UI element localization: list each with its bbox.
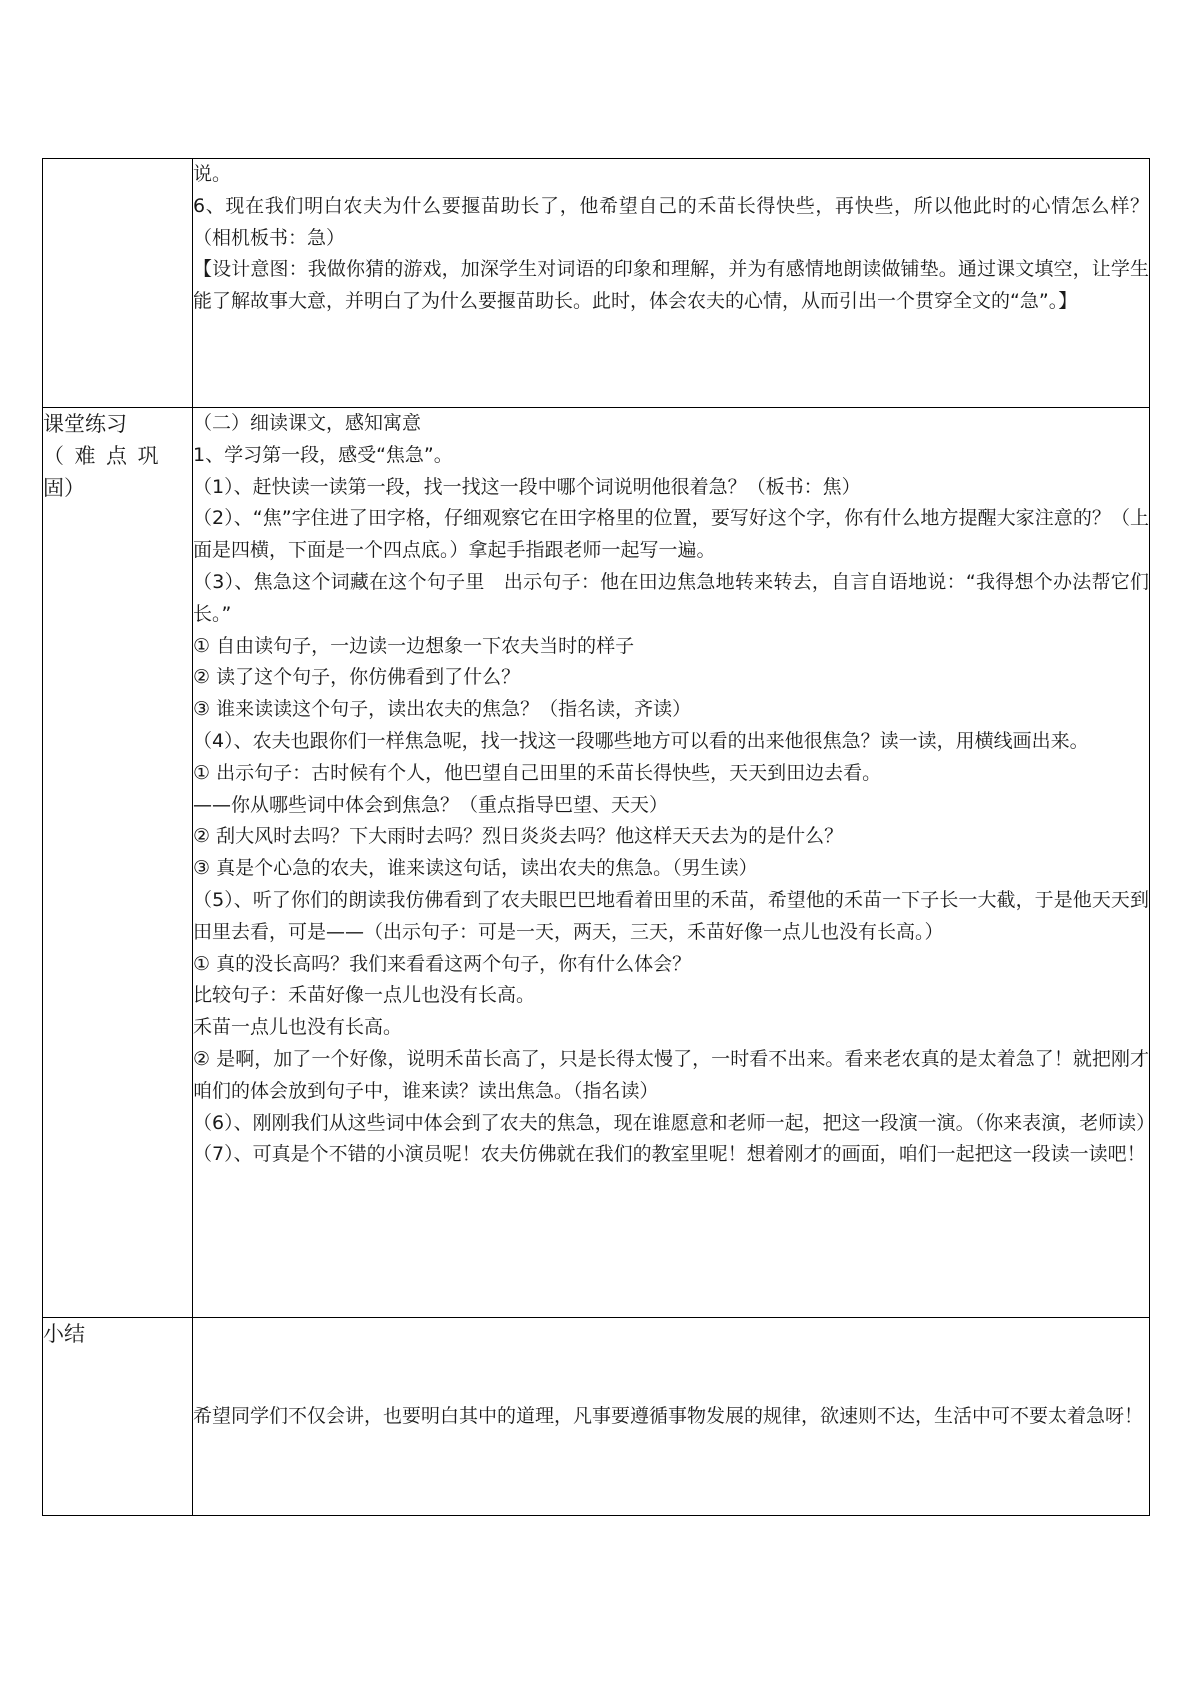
paragraph: 说。: [193, 163, 232, 185]
paragraph: 6、现在我们明白农夫为什么要揠苗助长了，他希望自己的禾苗长得快些，再快些，所以他此时的心情怎么样？（相机板书：急）: [193, 194, 1149, 249]
paragraph: ② 刮大风时去吗？下大雨时去吗？烈日炎炎去吗？他这样天天去为的是什么？: [193, 825, 844, 848]
design-intent-paragraph: 【设计意图：我做你猜的游戏，加深学生对词语的印象和理解，并为有感情地朗读做铺垫。通过课文填空，让学生能了解故事大意，并明白了为什么要揠苗助长。此时，体会农夫的心情，从而引出一个贯穿全文的“急”。】: [193, 258, 1149, 313]
paragraph: ——你从哪些词中体会到焦急？（重点指导巴望、天天）: [193, 793, 669, 816]
paragraph: 比较句子：禾苗好像一点儿也没有长高。: [193, 984, 536, 1007]
paragraph: ① 真的没长高吗？我们来看看这两个句子，你有什么体会？: [193, 952, 692, 975]
paragraph: ② 是啊，加了一个好像，说明禾苗长高了，只是长得太慢了，一时看不出来。看来老农真的是太着急了！就把刚才咱们的体会放到句子中，谁来读？读出焦急。（指名读）: [193, 1047, 1149, 1102]
paragraph: 禾苗一点儿也没有长高。: [193, 1016, 403, 1039]
paragraph: （1）、赶快读一读第一段，找一找这一段中哪个词说明他很着急？（板书：焦）: [193, 475, 861, 498]
row-content-cell: [193, 1318, 1150, 1516]
paragraph: ① 出示句子：古时候有个人，他巴望自己田里的禾苗长得快些，天天到田边去看。: [193, 761, 882, 784]
paragraph: ③ 谁来读读这个句子，读出农夫的焦急？（指名读，齐读）: [193, 698, 692, 721]
row-label-cell: [43, 408, 193, 1318]
table-row: [43, 408, 1150, 1318]
row-label-line: 固）: [43, 476, 85, 500]
table-row: [43, 1318, 1150, 1516]
paragraph: （3）、焦急这个词藏在这个句子里 出示句子：他在田边焦急地转来转去，自言自语地说：“我得想个办法帮它们长。”: [193, 570, 1149, 625]
summary-paragraph: 希望同学们不仅会讲，也要明白其中的道理，凡事要遵循事物发展的规律，欲速则不达，生活中可不要太着急呀！: [193, 1404, 1144, 1427]
lesson-plan-table: [42, 158, 1156, 1516]
paragraph: （6）、刚刚我们从这些词中体会到了农夫的焦急，现在谁愿意和老师一起，把这一段演一演。（你来表演，老师读）: [193, 1111, 1156, 1134]
paragraph: 1、学习第一段，感受“焦急”。: [193, 443, 453, 466]
row-label-line: （难点巩: [43, 444, 169, 468]
table-row: [43, 159, 1150, 408]
paragraph: ③ 真是个心急的农夫，谁来读这句话，读出农夫的焦急。（男生读）: [193, 857, 758, 880]
paragraph: （4）、农夫也跟你们一样焦急呢，找一找这一段哪些地方可以看的出来他很焦急？读一读，用横线画出来。: [193, 729, 1089, 752]
row-label-cell: [43, 159, 193, 408]
paragraph: ② 读了这个句子，你仿佛看到了什么？: [193, 666, 521, 689]
row-content-cell: [193, 159, 1150, 408]
section-heading: （二）细读课文，感知寓意: [193, 412, 422, 434]
row-label-summary: 小结: [43, 1322, 85, 1346]
row-label-line: 课堂练习: [43, 412, 127, 436]
row-content-cell: [193, 408, 1156, 1318]
paragraph: （7）、可真是个不错的小演员呢！农夫仿佛就在我们的教室里呢！想着刚才的画面，咱们一起把这一段读一读吧！: [193, 1143, 1146, 1166]
paragraph: （5）、听了你们的朗读我仿佛看到了农夫眼巴巴地看着田里的禾苗，希望他的禾苗一下子长一大截，于是他天天到田里去看，可是——（出示句子：可是一天，两天，三天，禾苗好像一点儿也没有长高。）: [193, 888, 1149, 943]
paragraph: ① 自由读句子，一边读一边想象一下农夫当时的样子: [193, 634, 635, 657]
paragraph: （2）、“焦”字住进了田字格，仔细观察它在田字格里的位置，要写好这个字，你有什么地方提醒大家注意的？（上面是四横，下面是一个四点底。）拿起手指跟老师一起写一遍。: [193, 507, 1149, 562]
row-label-cell: [43, 1318, 193, 1516]
